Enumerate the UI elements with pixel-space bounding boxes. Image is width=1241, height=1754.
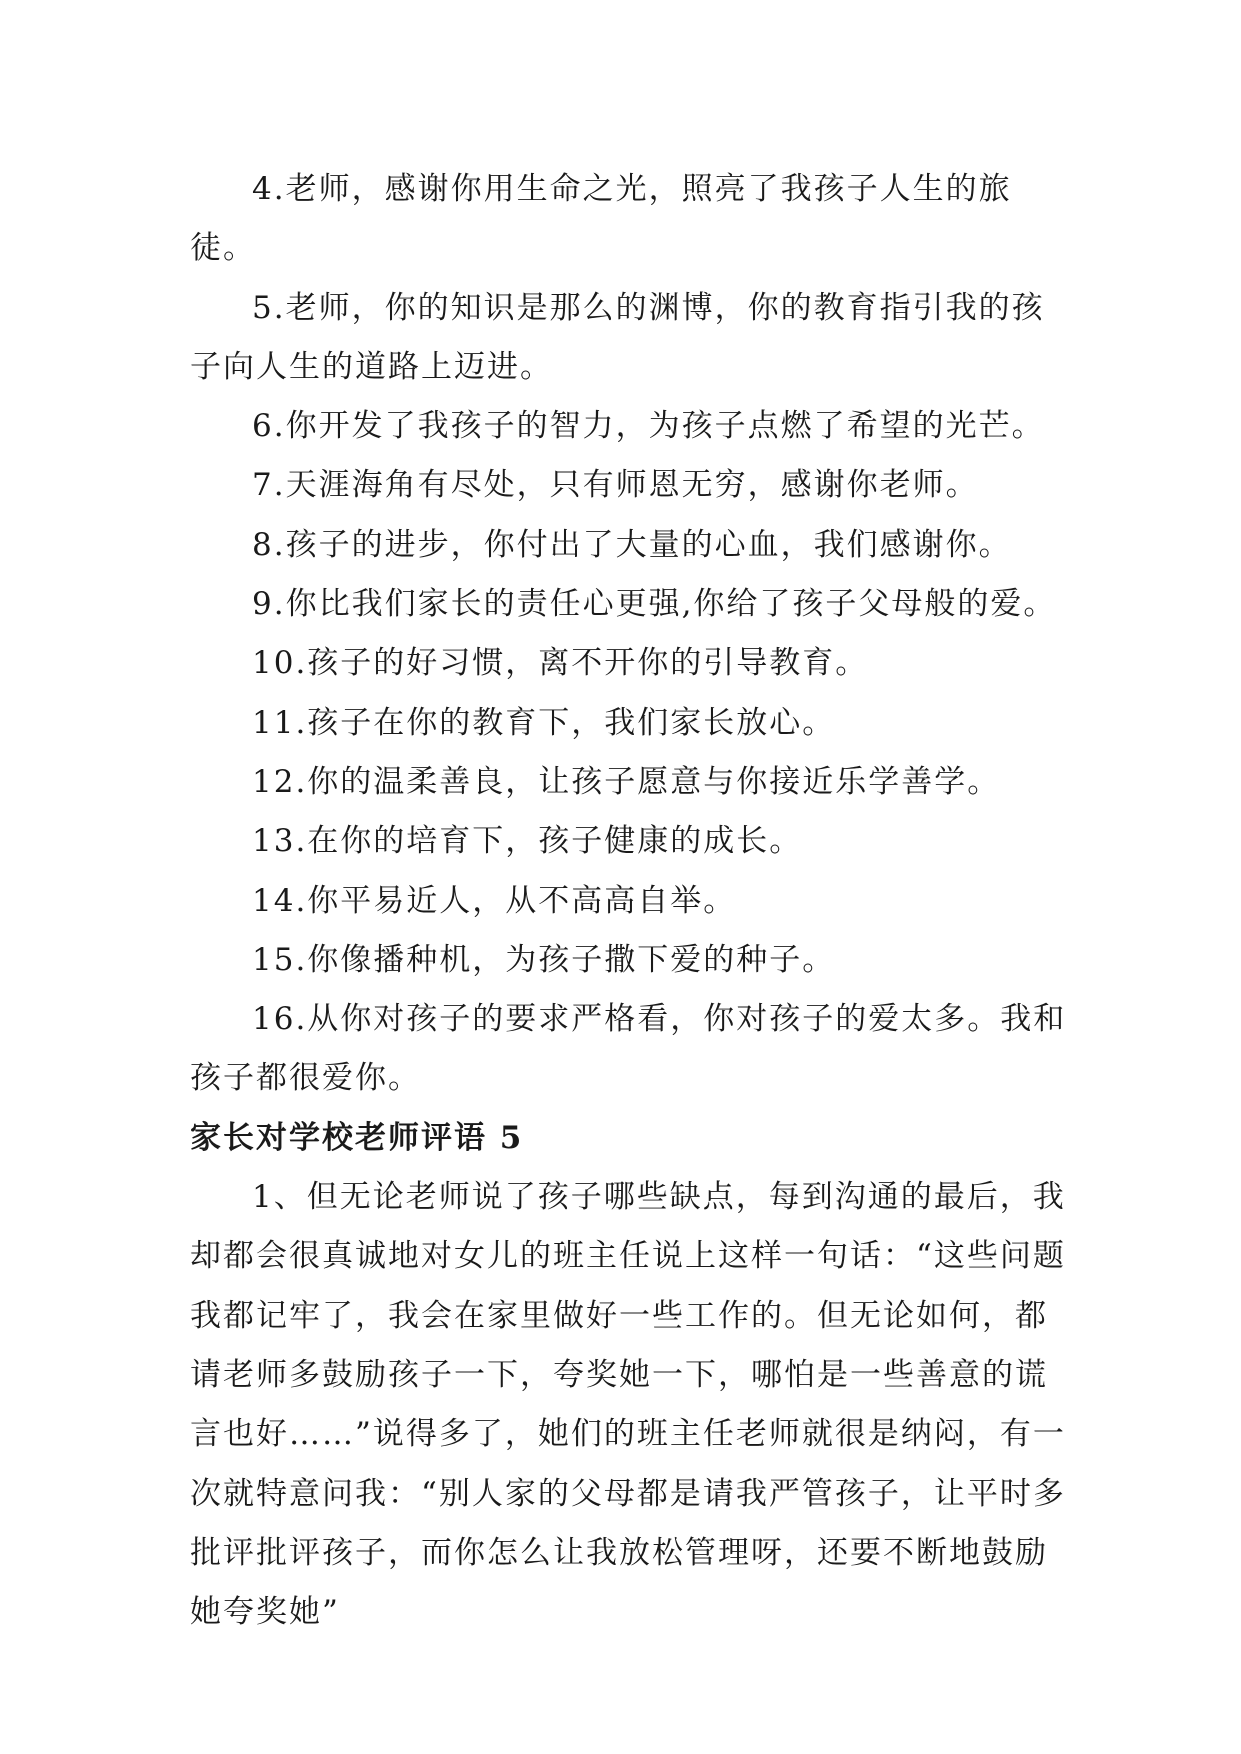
- section-paragraph: 1、但无论老师说了孩子哪些缺点，每到沟通的最后，我却都会很真诚地对女儿的班主任说上这样一句话：“这些问题我都记牢了，我会在家里做好一些工作的。但无论如何，都请老师多鼓励孩子一下，夸奖她一下，哪怕是一些善意的谎言也好……”说得多了，她们的班主任老师就很是纳闷，有一次就特意问我：“别人家的父母都是请我严管孩子，让平时多批评批评孩子，而你怎么让我放松管理呀，还要不断地鼓励她夸奖她”: [190, 1179, 1066, 1631]
- list-item: 8.孩子的进步，你付出了大量的心血，我们感谢你。: [252, 526, 1012, 563]
- list-item: 14.你平易近人，从不高高自举。: [252, 882, 737, 919]
- section-heading: 家长对学校老师评语 5: [190, 1119, 524, 1156]
- list-item: 7.天涯海角有尽处，只有师恩无穷，感谢你老师。: [252, 467, 979, 504]
- list-item: 12.你的温柔善良，让孩子愿意与你接近乐学善学。: [252, 763, 1001, 800]
- list-item: 13.在你的培育下，孩子健康的成长。: [252, 823, 803, 860]
- list-item: 15.你像播种机，为孩子撒下爱的种子。: [252, 941, 836, 978]
- list-item: 9.你比我们家长的责任心更强,你给了孩子父母般的爱。: [252, 586, 1057, 623]
- list-item: 4.老师，感谢你用生命之光，照亮了我孩子人生的旅徒。: [190, 171, 1012, 267]
- list-item: 5.老师，你的知识是那么的渊博，你的教育指引我的孩子向人生的道路上迈进。: [190, 289, 1045, 385]
- list-item: 11.孩子在你的教育下，我们家长放心。: [252, 704, 836, 741]
- list-item: 10.孩子的好习惯，离不开你的引导教育。: [252, 645, 869, 682]
- list-item: 16.从你对孩子的要求严格看，你对孩子的爱太多。我和孩子都很爱你。: [190, 1001, 1067, 1097]
- list-item: 6.你开发了我孩子的智力，为孩子点燃了希望的光芒。: [252, 408, 1045, 445]
- document-body: [190, 160, 1070, 1642]
